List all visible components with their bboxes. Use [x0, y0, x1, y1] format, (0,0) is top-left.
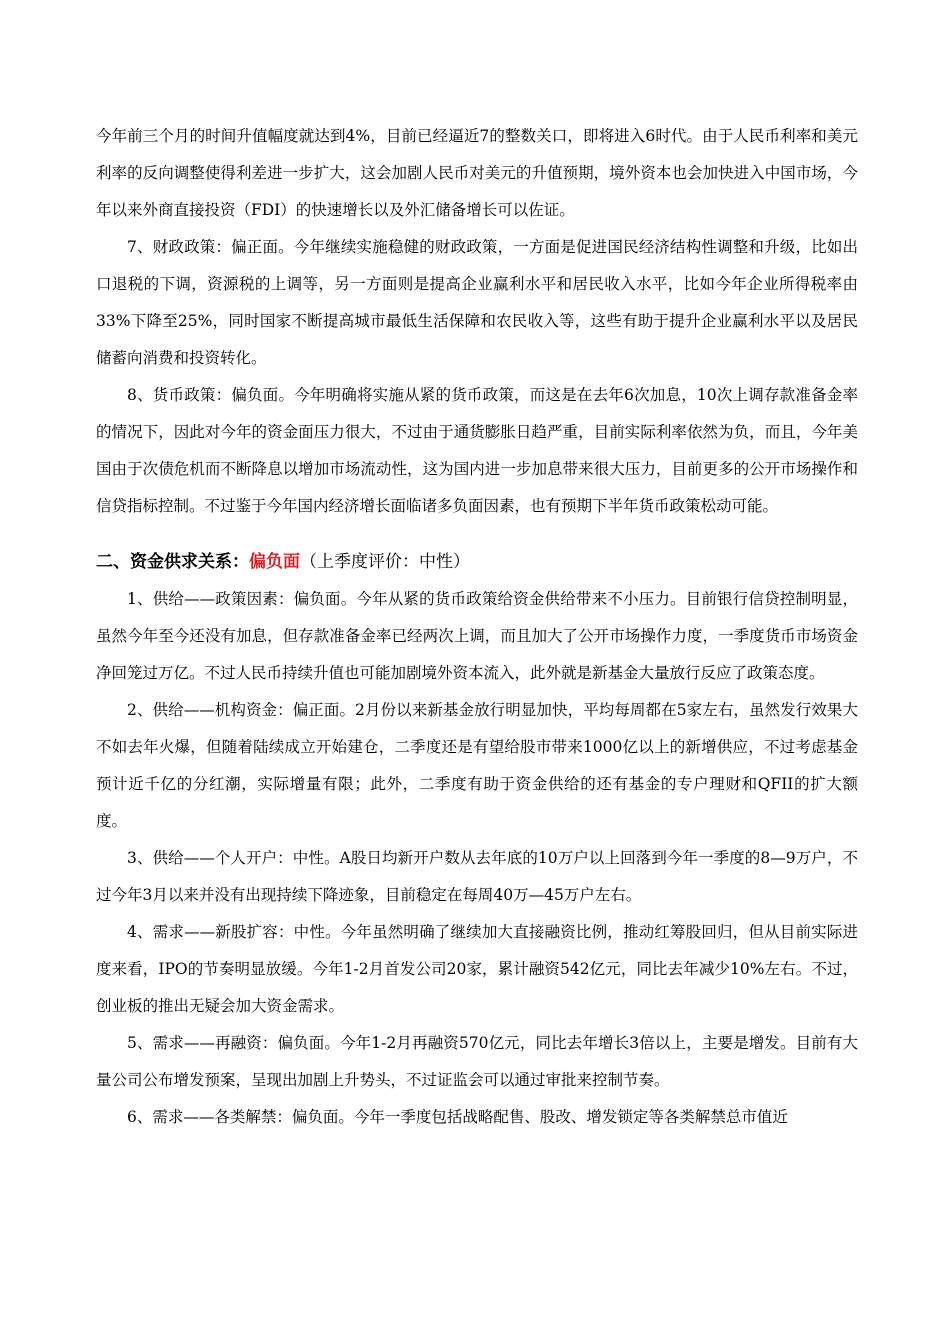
section-heading-title: 二、资金供求关系： — [96, 552, 249, 572]
paragraph-supply-institutional: 2、供给——机构资金：偏正面。2月份以来新基金放行明显加快，平均每周都在5家左右，虽然发行效果大不如去年火爆，但随着陆续成立开始建仓，二季度还是有望给股市带来1000亿以上的新增供应，不过考虑基金预计近千亿的分红潮，实际增量有限；此外，二季度有助于资金供给的还有基金的专户理财和QFII的扩大额度。 — [96, 701, 858, 830]
paragraph-fiscal-policy: 7、财政政策：偏正面。今年继续实施稳健的财政政策，一方面是促进国民经济结构性调整和升级，比如出口退税的下调，资源税的上调等，另一方面则是提高企业赢利水平和居民收入水平，比如今年企业所得税率由33%下降至25%，同时国家不断提高城市最低生活保障和农民收入等，这些有助于提升企业赢利水平以及居民储蓄向消费和投资转化。 — [96, 238, 858, 367]
document-page — [96, 118, 858, 1136]
section-heading-previous-rating: （上季度评价：中性） — [300, 552, 470, 572]
paragraph-fx-continued: 今年前三个月的时间升值幅度就达到4%，目前已经逼近7的整数关口，即将进入6时代。由于人民币利率和美元利率的反向调整使得利差进一步扩大，这会加剧人民币对美元的升值预期，境外资本也会加快进入中国市场，今年以来外商直接投资（FDI）的快速增长以及外汇储备增长可以佐证。 — [96, 127, 858, 219]
paragraph-monetary-policy: 8、货币政策：偏负面。今年明确将实施从紧的货币政策，而这是在去年6次加息，10次上调存款准备金率的情况下，因此对今年的资金面压力很大，不过由于通货膨胀日趋严重，目前实际利率依然为负，而且，今年美国由于次债危机而不断降息以增加市场流动性，这为国内进一步加息带来很大压力，目前更多的公开市场操作和信贷指标控制。不过鉴于今年国内经济增长面临诸多负面因素，也有预期下半年货币政策松动可能。 — [96, 386, 858, 515]
paragraph-demand-unlock: 6、需求——各类解禁：偏负面。今年一季度包括战略配售、股改、增发锁定等各类解禁总市值近 — [127, 1108, 788, 1126]
paragraph-supply-individual-accounts: 3、供给——个人开户：中性。A股日均新开户数从去年底的10万户以上回落到今年一季度的8—9万户，不过今年3月以来并没有出现持续下降迹象，目前稳定在每周40万—45万户左右。 — [96, 849, 858, 904]
section-heading-capital-supply-demand — [96, 544, 858, 581]
paragraph-demand-ipo: 4、需求——新股扩容：中性。今年虽然明确了继续加大直接融资比例，推动红筹股回归，但从目前实际进度来看，IPO的节奏明显放缓。今年1-2月首发公司20家，累计融资542亿元，同比去年减少10%左右。不过，创业板的推出无疑会加大资金需求。 — [96, 923, 858, 1015]
section-heading-rating: 偏负面 — [249, 552, 300, 572]
paragraph-supply-policy: 1、供给——政策因素：偏负面。今年从紧的货币政策给资金供给带来不小压力。目前银行信贷控制明显，虽然今年至今还没有加息，但存款准备金率已经两次上调，而且加大了公开市场操作力度，一季度货币市场资金净回笼过万亿。不过人民币持续升值也可能加剧境外资本流入，此外就是新基金大量放行反应了政策态度。 — [96, 590, 858, 682]
paragraph-demand-refinancing: 5、需求——再融资：偏负面。今年1-2月再融资570亿元，同比去年增长3倍以上，主要是增发。目前有大量公司公布增发预案，呈现出加剧上升势头，不过证监会可以通过审批来控制节奏。 — [96, 1034, 858, 1089]
